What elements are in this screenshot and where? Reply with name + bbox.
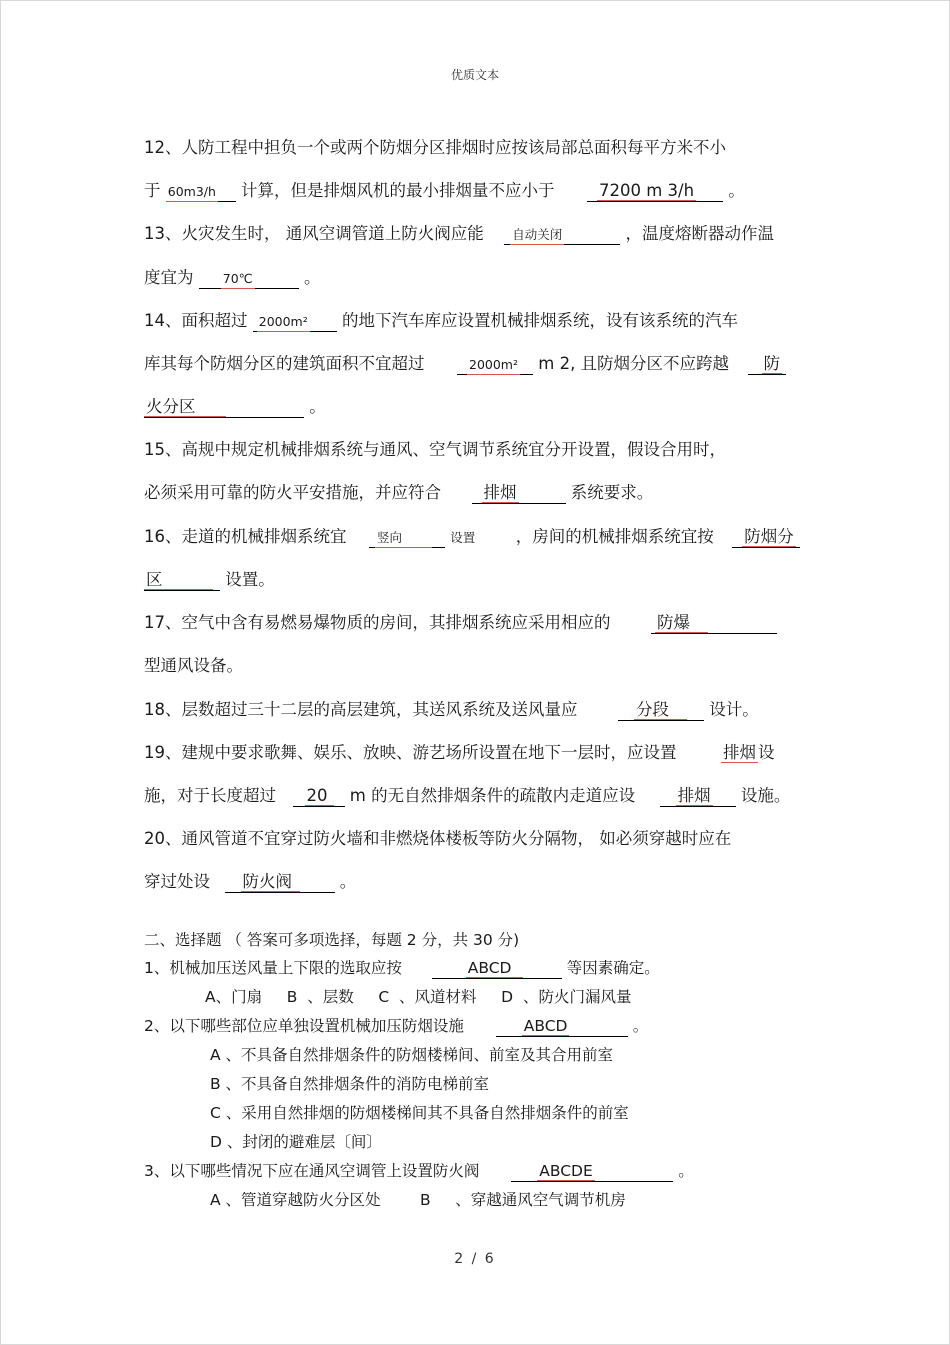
q18-blank-1 [618,700,704,721]
q18-text-2: 设计。 [709,700,759,719]
q16-answer-1-suffix: 设置 [450,530,476,545]
c2-option-c: C 、采用自然排烟的防烟楼梯间其不具备自然排烟条件的前室 [210,1104,629,1122]
q20-answer-1: 防火阀 [241,873,301,892]
c2-option-d: D 、封闭的避难层〔间〕 [210,1133,382,1151]
q19-line1 [144,743,775,763]
c1-answer-1: ABCD [466,959,524,978]
q14-blank-2 [457,354,533,375]
c2-question [144,1016,648,1036]
q13-text-3: 度宜为 [144,268,194,287]
q16-text-1: 16、走道的机械排烟系统宜 [144,527,347,546]
q14-blank-3-cont [144,397,304,418]
q15-line1: 15、高规中规定机械排烟系统与通风、空气调节系统宜分开设置，假设合用时， [144,440,726,459]
q17-answer-1: 防爆 [655,614,708,633]
q14-line3 [144,397,326,417]
q16-blank-1 [369,527,445,548]
q14-text-2: 的地下汽车库应设置机械排烟系统，设有该系统的汽车 [342,311,738,330]
q13-blank-2 [199,268,299,289]
q15-text-2: 系统要求。 [570,483,654,502]
c3-blank-1 [511,1161,673,1182]
q16-blank-2-cont [144,570,220,591]
q19-blank-3 [660,786,736,807]
q13-answer-2: 70℃ [221,270,255,289]
c3-text-2: 。 [678,1162,694,1180]
q19-answer-1: 排烟 [723,743,756,762]
q18-answer-1: 分段 [634,701,687,720]
q14-line1 [144,311,738,331]
c3-answer-1: ABCDE [539,1162,593,1180]
q14-text-5: 。 [309,397,326,416]
q13-answer-1: 自动关闭 [510,226,564,245]
q13-line2 [144,268,321,288]
q13-blank-1 [504,224,620,245]
q17-line2: 型通风设备。 [144,656,243,675]
q13-text-1: 13、火灾发生时， 通风空调管道上防火阀应能 [144,224,484,243]
q15-text-1: 必须采用可靠的防火平安措施，并应符合 [144,483,441,502]
q20-text-2: 。 [339,872,357,891]
c1-text-2: 等因素确定。 [566,959,660,977]
c3-text-1: 3、以下哪些情况下应在通风空调管上设置防火阀 [144,1162,480,1180]
q14-answer-3a: 防 [763,354,781,373]
q17-text-1: 17、空气中含有易燃易爆物质的房间，其排烟系统应采用相应的 [144,613,611,632]
q13-text-4: 。 [304,268,321,287]
q19-blank-2 [293,786,345,807]
q13-line1 [144,224,774,244]
q12-blank-2 [587,181,723,202]
q16-answer-1: 竖向 [375,529,432,548]
q14-answer-1: 2000m² [257,313,310,332]
q12-text-2: 计算，但是排烟风机的最小排烟量不应小于 [241,181,555,200]
q16-blank-2 [732,527,800,548]
q16-text-3: 设置。 [225,570,275,589]
q16-line2 [144,570,275,590]
q13-text-2: ，温度熔断器动作温 [625,224,774,243]
section2-title: 二、选择题 （ 答案可多项选择，每题 2 分，共 30 分) [144,931,520,949]
c3-question [144,1161,694,1181]
q17-line1 [144,613,777,633]
c2-text-2: 。 [632,1017,649,1035]
q19-text-4: m 的无自然排烟条件的疏散内走道应设 [349,786,636,805]
q14-blank-3 [748,354,786,375]
q12-blank-1 [166,181,236,202]
q19-text-1: 19、建规中要求歌舞、娱乐、放映、游艺场所设置在地下一层时，应设置 [144,743,677,762]
q15-blank-1 [472,483,566,504]
q20-blank-1 [225,872,335,893]
c2-option-b: B 、不具备自然排烟条件的消防电梯前室 [210,1075,490,1093]
q19-text-2: 设 [758,743,775,762]
q12-answer-2: 7200 m 3/h [599,181,695,200]
q14-text-4: m 2, 且防烟分区不应跨越 [538,354,730,373]
q14-line2 [144,354,786,374]
q20-line1: 20、通风管道不宜穿过防火墙和非燃烧体楼板等防火分隔物， 如必须穿越时应在 [144,829,732,848]
page-number: 2 / 6 [454,1251,496,1267]
q19-answer-2: 20 [305,787,334,806]
q12-text-3: 。 [728,181,745,200]
q19-line2 [144,786,790,806]
c1-text-1: 1、机械加压送风量上下限的选取应按 [144,959,402,977]
c1-question [144,958,660,978]
q18-text-1: 18、层数超过三十二层的高层建筑，其送风系统及送风量应 [144,700,578,719]
c1-options: A、门扇 B 、层数 C 、风道材料 D 、防火门漏风量 [205,988,632,1006]
c1-blank-1 [432,958,562,979]
q20-text-1: 穿过处设 [144,872,210,891]
q14-text-3: 库其每个防烟分区的建筑面积不宜超过 [144,354,425,373]
q14-text-1: 14、面积超过 [144,311,248,330]
q19-text-3: 施，对于长度超过 [144,786,276,805]
q15-line2 [144,483,653,503]
q12-text-1: 于 [144,181,161,200]
q19-answer-3: 排烟 [677,786,711,805]
c2-answer-1: ABCD [523,1017,568,1035]
q12-line2 [144,181,745,201]
q16-answer-2a: 防烟分 [744,527,794,546]
c2-blank-1 [496,1016,628,1037]
q16-line1 [144,527,800,547]
q12-answer-1: 60m3/h [166,183,218,202]
q20-line2 [144,872,356,892]
q19-text-5: 设施。 [740,786,791,805]
q18-line1 [144,700,759,720]
q16-answer-2b: 区 [144,571,213,590]
q14-answer-2: 2000m² [467,356,520,375]
page-header: 优质文本 [450,68,499,82]
q12-line1: 12、人防工程中担负一个或两个防烟分区排烟时应按该局部总面积每平方米不小 [144,138,726,157]
c2-option-a: A 、不具备自然排烟条件的防烟楼梯间、前室及其合用前室 [210,1046,614,1064]
q17-blank-1 [651,613,777,634]
q15-answer-1: 排烟 [483,483,517,502]
c3-options: A 、管道穿越防火分区处 B 、穿越通风空气调节机房 [210,1191,626,1209]
q14-blank-1 [253,311,337,332]
q16-text-2: ，房间的机械排烟系统宜按 [515,527,714,546]
q14-answer-3b: 火分区 [144,398,226,417]
c2-text-1: 2、以下哪些部位应单独设置机械加压防烟设施 [144,1017,464,1035]
